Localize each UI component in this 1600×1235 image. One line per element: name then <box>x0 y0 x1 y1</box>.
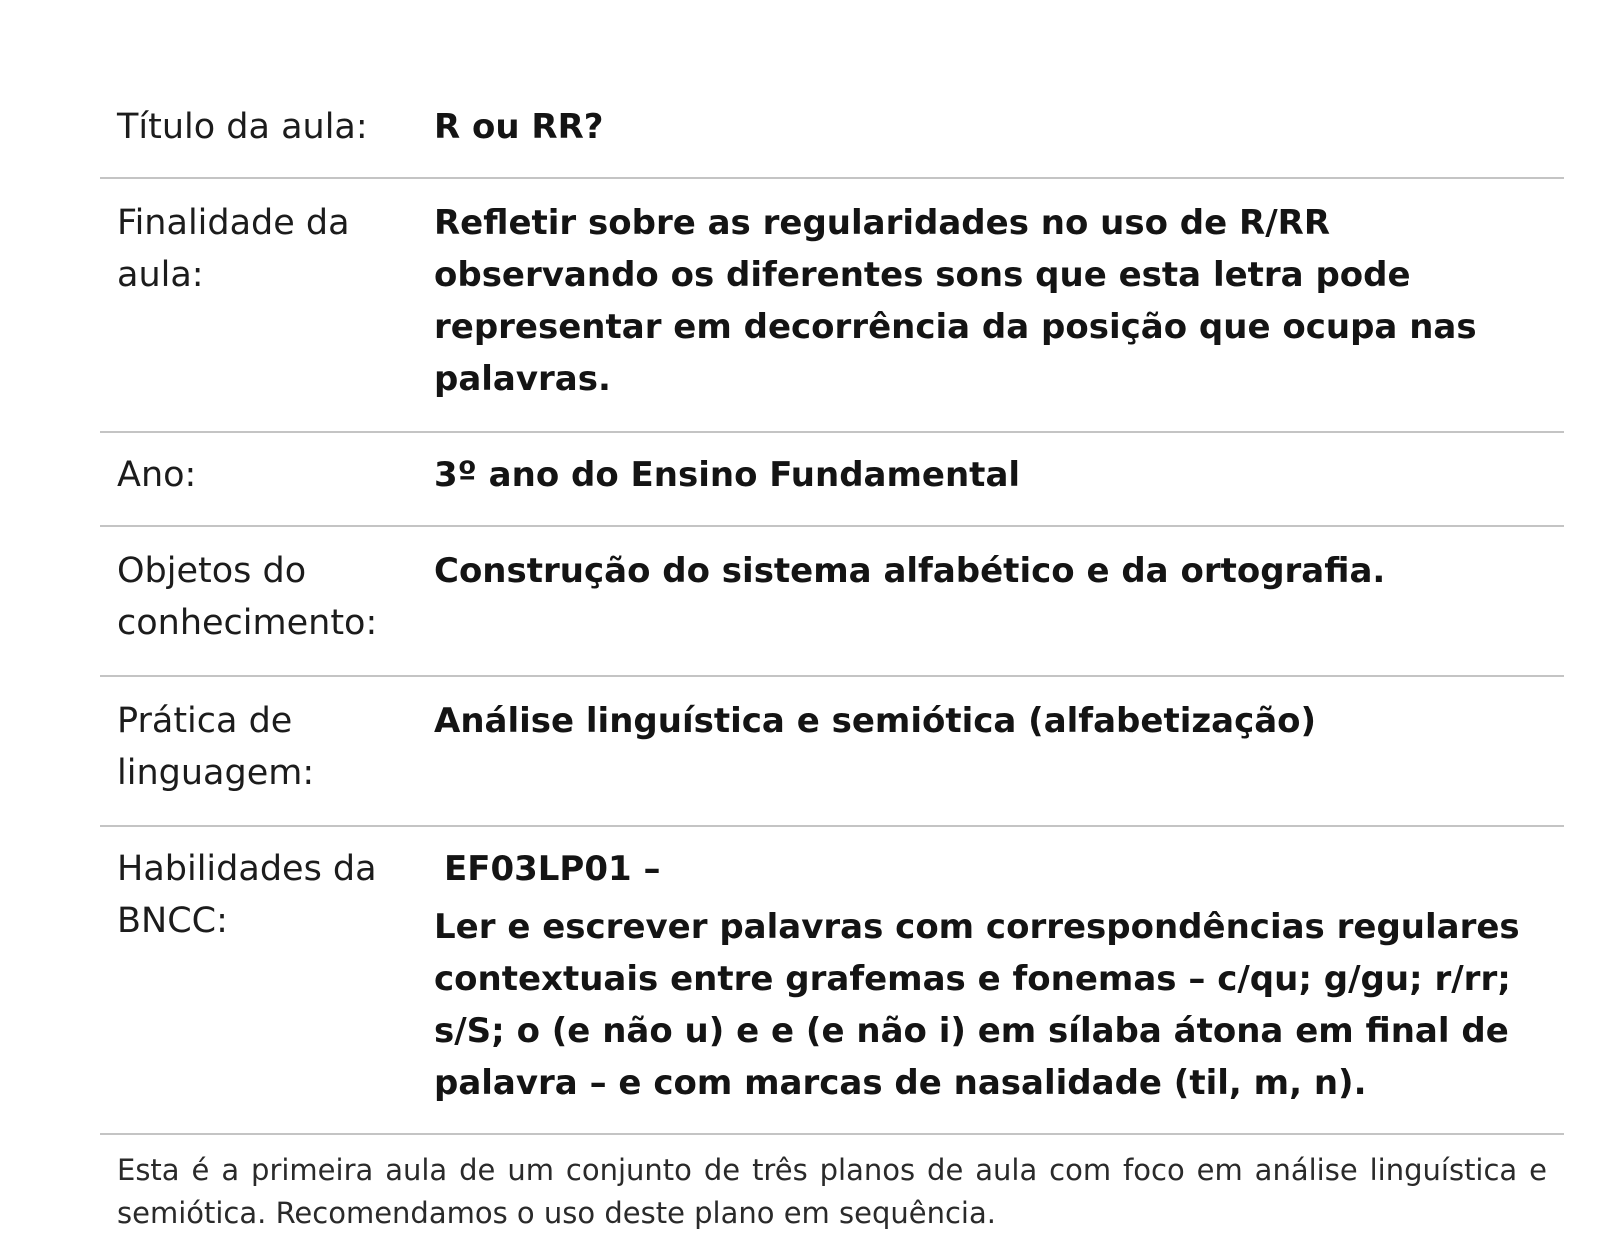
value-titulo: R ou RR? <box>434 107 604 147</box>
row-ano <box>100 433 1564 527</box>
row-titulo <box>100 80 1564 179</box>
row-pratica <box>100 677 1564 827</box>
label-ano: Ano: <box>117 455 197 495</box>
label-pratica: Prática de linguagem: <box>117 701 315 793</box>
value-pratica: Análise linguística e semiótica (alfabetização) <box>434 701 1317 741</box>
value-habilidades <box>434 843 1564 1109</box>
sequence-note: Esta é a primeira aula de um conjunto de três planos de aula com foco em análise linguística e semiótica. Recomendamos o uso deste plano em sequência. <box>117 1153 1547 1230</box>
row-finalidade <box>100 179 1564 433</box>
label-titulo: Título da aula: <box>117 107 368 147</box>
label-finalidade: Finalidade da aula: <box>117 203 350 295</box>
bncc-code: EF03LP01 – <box>444 849 661 889</box>
label-objetos: Objetos do conhecimento: <box>117 551 378 643</box>
value-objetos: Construção do sistema alfabético e da ortografia. <box>434 551 1386 591</box>
value-finalidade: Refletir sobre as regularidades no uso de R/RR observando os diferentes sons que esta letra pode representar em decorrência da posição que ocupa nas palavras. <box>434 203 1477 399</box>
value-ano: 3º ano do Ensino Fundamental <box>434 455 1021 495</box>
row-objetos <box>100 527 1564 677</box>
row-habilidades <box>100 827 1564 1135</box>
bncc-description: Ler e escrever palavras com correspondências regulares contextuais entre grafemas e fonemas – c/qu; g/gu; r/rr; s/S; o (e não u) e e (e não i) em sílaba átona em final de palavra – e com marcas de nasalidade (til, m, n). <box>434 907 1520 1103</box>
lesson-plan-table <box>100 80 1564 1235</box>
label-habilidades: Habilidades da BNCC: <box>117 849 377 941</box>
